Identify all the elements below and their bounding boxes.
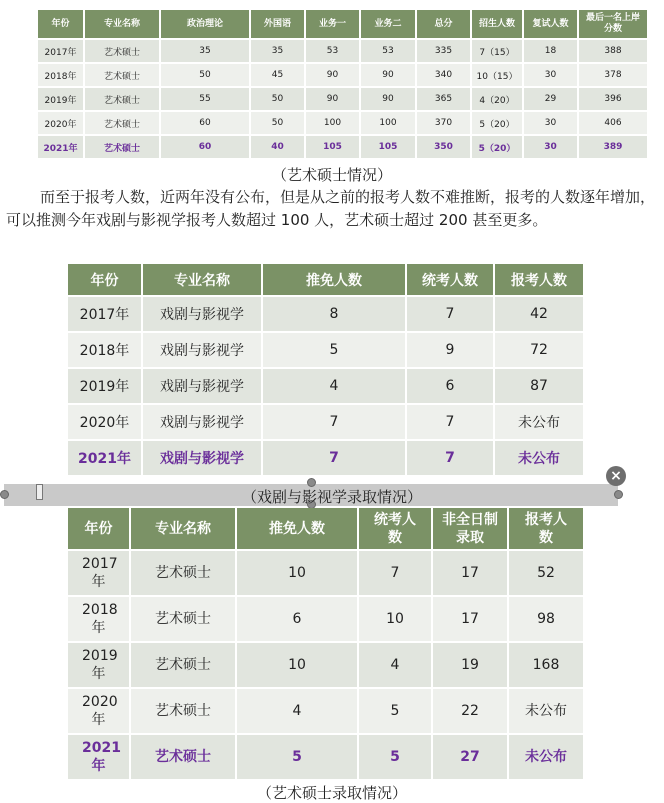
table-header-row [68,264,584,296]
cell: 396 [578,87,648,111]
cell: 389 [578,135,648,159]
table-row [68,688,584,734]
header-cell: 年份 [38,10,84,39]
caption-drama-film: （戏剧与影视学录取情况） [241,488,422,506]
cell: 艺术硕士 [84,111,160,135]
table-row [68,440,584,476]
header-cell: 外国语 [250,10,305,39]
cell: 10 [236,550,358,596]
cell: 19 [432,642,508,688]
cell: 9 [406,332,494,368]
art-master-score-table [38,10,649,160]
cell: 5（20） [471,135,523,159]
cell: 7 [358,550,432,596]
cell: 30 [523,63,578,87]
cell: 105 [305,135,360,159]
cell: 未公布 [508,734,584,780]
cell: 未公布 [494,440,584,476]
cell: 5 [358,688,432,734]
cell: 10 [236,642,358,688]
cell: 5（20） [471,111,523,135]
cell: 戏剧与影视学 [142,332,262,368]
cell: 100 [305,111,360,135]
cell: 17 [432,550,508,596]
cell: 40 [250,135,305,159]
header-cell: 专业名称 [84,10,160,39]
header-cell: 报考人数 [494,264,584,296]
cell: 52 [508,550,584,596]
drama-film-admission-table [68,264,585,477]
cell: 艺术硕士 [84,39,160,63]
cell: 2019年 [38,87,84,111]
cell: 388 [578,39,648,63]
cell: 8 [262,296,406,332]
header-cell: 年份 [68,264,142,296]
cell: 100 [360,111,416,135]
cell: 戏剧与影视学 [142,404,262,440]
header-cell: 业务一 [305,10,360,39]
cell: 2020年 [68,688,130,734]
cell: 7 [406,440,494,476]
cell: 5 [262,332,406,368]
table-row [38,63,648,87]
cell: 18 [523,39,578,63]
cell: 7 [262,404,406,440]
cell: 2018年 [68,332,142,368]
cell: 2021年 [68,440,142,476]
cell: 55 [160,87,250,111]
cell: 60 [160,135,250,159]
cell: 50 [160,63,250,87]
cell: 艺术硕士 [130,642,236,688]
header-cell: 报考人数 [508,508,584,550]
cell: 42 [494,296,584,332]
cell: 335 [416,39,471,63]
cell: 2017年 [38,39,84,63]
cell: 30 [523,135,578,159]
cell: 艺术硕士 [130,688,236,734]
header-cell: 统考人数 [406,264,494,296]
cell: 365 [416,87,471,111]
table-row [68,404,584,440]
cell: 艺术硕士 [84,135,160,159]
cell: 艺术硕士 [130,550,236,596]
cell: 98 [508,596,584,642]
cell: 2017年 [68,550,130,596]
close-icon[interactable]: × [606,466,626,486]
cell: 艺术硕士 [84,87,160,111]
cell: 2021年 [38,135,84,159]
cell: 53 [360,39,416,63]
table-row [38,87,648,111]
cell: 10（15） [471,63,523,87]
table-header-row [68,508,584,550]
cell: 5 [358,734,432,780]
body-paragraph [6,186,656,232]
cell: 4 [262,368,406,404]
header-cell: 总分 [416,10,471,39]
cell: 艺术硕士 [130,734,236,780]
cell: 105 [360,135,416,159]
cell: 17 [432,596,508,642]
header-cell: 业务二 [360,10,416,39]
table-row [68,550,584,596]
table-row [38,135,648,159]
cell: 戏剧与影视学 [142,296,262,332]
table-row [38,111,648,135]
cell: 2019年 [68,642,130,688]
header-cell: 专业名称 [142,264,262,296]
table-row [38,39,648,63]
cell: 45 [250,63,305,87]
cell: 60 [160,111,250,135]
header-cell: 统考人数 [358,508,432,550]
cell: 22 [432,688,508,734]
cell: 10 [358,596,432,642]
cell: 29 [523,87,578,111]
caption-art-master: （艺术硕士情况） [271,166,392,184]
header-cell: 复试人数 [523,10,578,39]
paragraph-text: 而至于报考人数，近两年没有公布，但是从之前的报考人数不难推断，报考的人数逐年增加，可以推测今年戏剧与影视学报考人数超过 100 人，艺术硕士超过 200 甚至更多。 [6,188,656,229]
header-cell: 非全日制录取 [432,508,508,550]
cell: 4 [358,642,432,688]
table-row [68,296,584,332]
table-row [68,596,584,642]
cell: 未公布 [508,688,584,734]
header-cell: 专业名称 [130,508,236,550]
header-cell: 推免人数 [262,264,406,296]
header-cell: 招生人数 [471,10,523,39]
cell: 378 [578,63,648,87]
cell: 50 [250,111,305,135]
table-row [68,642,584,688]
cell: 90 [305,87,360,111]
cell: 168 [508,642,584,688]
cell: 7 [406,404,494,440]
cell: 72 [494,332,584,368]
cell: 30 [523,111,578,135]
cell: 2018年 [68,596,130,642]
cell: 2019年 [68,368,142,404]
cell: 35 [250,39,305,63]
cell: 7（15） [471,39,523,63]
cell: 87 [494,368,584,404]
cell: 戏剧与影视学 [142,440,262,476]
cell: 艺术硕士 [84,63,160,87]
header-cell: 推免人数 [236,508,358,550]
art-master-admission-table [68,508,585,781]
cell: 未公布 [494,404,584,440]
table-row [68,734,584,780]
cell: 370 [416,111,471,135]
header-cell: 年份 [68,508,130,550]
cell: 艺术硕士 [130,596,236,642]
cell: 90 [360,87,416,111]
cell: 53 [305,39,360,63]
header-cell: 最后一名上岸分数 [578,10,648,39]
cell: 2020年 [68,404,142,440]
cell: 27 [432,734,508,780]
cell: 7 [262,440,406,476]
cell: 4 [236,688,358,734]
cell: 90 [305,63,360,87]
table-header-row [38,10,648,39]
cell: 350 [416,135,471,159]
header-cell: 政治理论 [160,10,250,39]
cell: 90 [360,63,416,87]
caption-art-master-admission: （艺术硕士录取情况） [256,784,407,802]
table-row [68,332,584,368]
cell: 406 [578,111,648,135]
cell: 2020年 [38,111,84,135]
cell: 2017年 [68,296,142,332]
cell: 7 [406,296,494,332]
cell: 戏剧与影视学 [142,368,262,404]
cell: 6 [236,596,358,642]
cell: 340 [416,63,471,87]
table-row [68,368,584,404]
cell: 50 [250,87,305,111]
cell: 4（20） [471,87,523,111]
cell: 35 [160,39,250,63]
cell: 2021年 [68,734,130,780]
cell: 6 [406,368,494,404]
cell: 5 [236,734,358,780]
cell: 2018年 [38,63,84,87]
